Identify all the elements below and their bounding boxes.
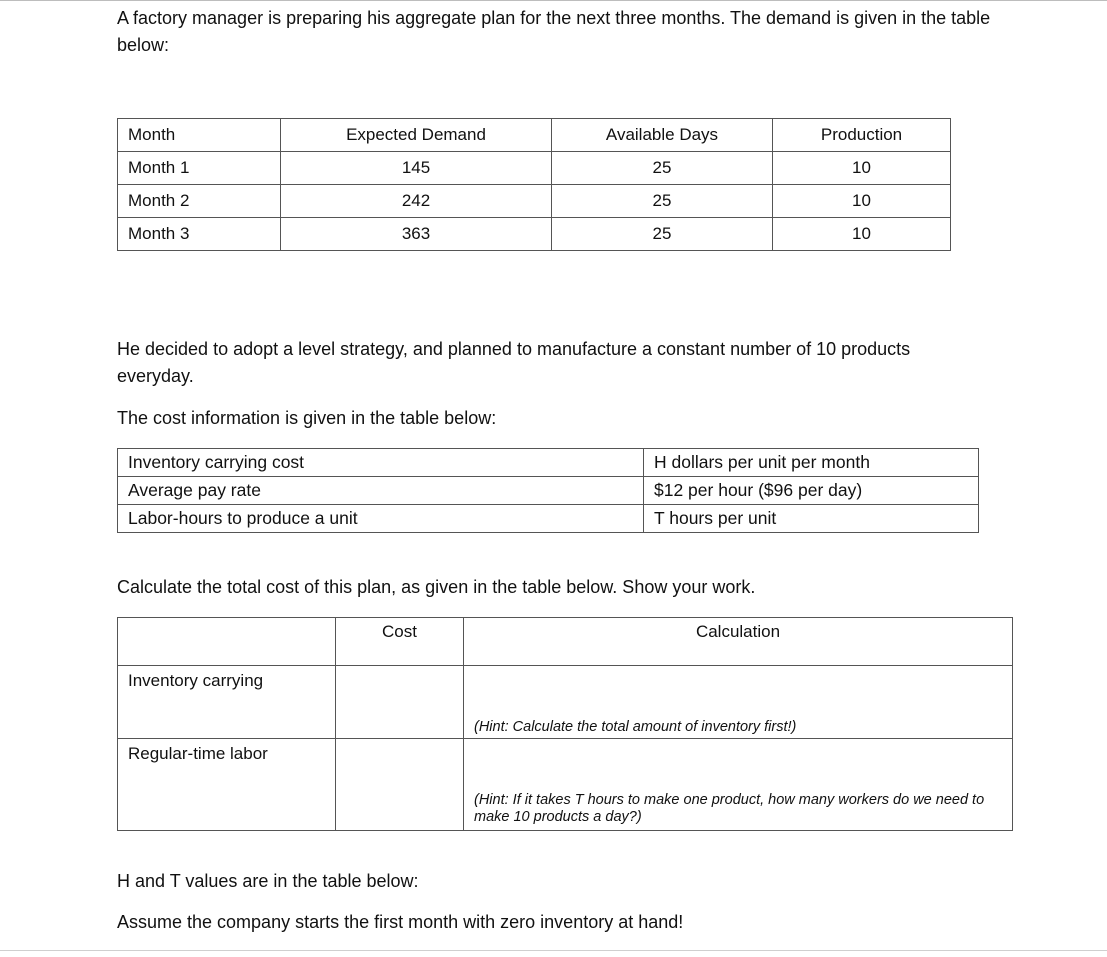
table-row — [118, 152, 951, 185]
ht-values-paragraph: H and T values are in the table below: — [117, 871, 419, 891]
calc-table — [117, 617, 1013, 831]
hint-text: (Hint: Calculate the total amount of inventory first!) — [474, 719, 797, 735]
days-cell: 25 — [552, 152, 773, 185]
cost-input-cell[interactable] — [336, 739, 464, 831]
header-blank — [118, 618, 336, 666]
table-row — [118, 477, 979, 505]
days-cell: 25 — [552, 185, 773, 218]
cost-item-label: Average pay rate — [118, 477, 644, 505]
header-expected-demand: Expected Demand — [281, 119, 552, 152]
cost-info-table — [117, 448, 979, 533]
production-cell: 10 — [773, 218, 951, 251]
cost-item-value: T hours per unit — [644, 505, 979, 533]
table-row — [118, 185, 951, 218]
demand-header-row — [118, 119, 951, 152]
header-calculation: Calculation — [464, 618, 1013, 666]
assumption-paragraph: Assume the company starts the first month with zero inventory at hand! — [117, 912, 684, 932]
cost-input-cell[interactable] — [336, 666, 464, 739]
header-available-days: Available Days — [552, 119, 773, 152]
calculation-cell[interactable] — [464, 666, 1013, 739]
demand-table — [117, 118, 951, 251]
strategy-paragraph: He decided to adopt a level strategy, and planned to manufacture a constant number of 10 products everyday. — [117, 339, 911, 386]
table-row — [118, 666, 1013, 739]
month-cell: Month 3 — [118, 218, 281, 251]
bottom-border — [0, 950, 1107, 951]
intro-paragraph: A factory manager is preparing his aggregate plan for the next three months. The demand is given in the table below: — [117, 8, 991, 55]
table-row — [118, 218, 951, 251]
cost-item-label: Inventory carrying cost — [118, 449, 644, 477]
month-cell: Month 1 — [118, 152, 281, 185]
demand-cell: 363 — [281, 218, 552, 251]
cost-item-label: Labor-hours to produce a unit — [118, 505, 644, 533]
production-cell: 10 — [773, 185, 951, 218]
production-cell: 10 — [773, 152, 951, 185]
month-cell: Month 2 — [118, 185, 281, 218]
row-label-regular-time-labor: Regular-time labor — [118, 739, 336, 831]
table-row — [118, 449, 979, 477]
demand-cell: 145 — [281, 152, 552, 185]
demand-cell: 242 — [281, 185, 552, 218]
table-row — [118, 505, 979, 533]
row-label-inventory-carrying: Inventory carrying — [118, 666, 336, 739]
days-cell: 25 — [552, 218, 773, 251]
calc-intro-paragraph: Calculate the total cost of this plan, as given in the table below. Show your work. — [117, 577, 756, 597]
cost-intro-paragraph: The cost information is given in the table below: — [117, 408, 497, 428]
header-month: Month — [118, 119, 281, 152]
header-cost: Cost — [336, 618, 464, 666]
cost-item-value: $12 per hour ($96 per day) — [644, 477, 979, 505]
calculation-cell[interactable] — [464, 739, 1013, 831]
table-row — [118, 739, 1013, 831]
calc-header-row — [118, 618, 1013, 666]
cost-item-value: H dollars per unit per month — [644, 449, 979, 477]
top-border — [0, 0, 1107, 1]
hint-text: (Hint: If it takes T hours to make one product, how many workers do we need to make 10 products a day?) — [474, 792, 985, 825]
header-production: Production — [773, 119, 951, 152]
